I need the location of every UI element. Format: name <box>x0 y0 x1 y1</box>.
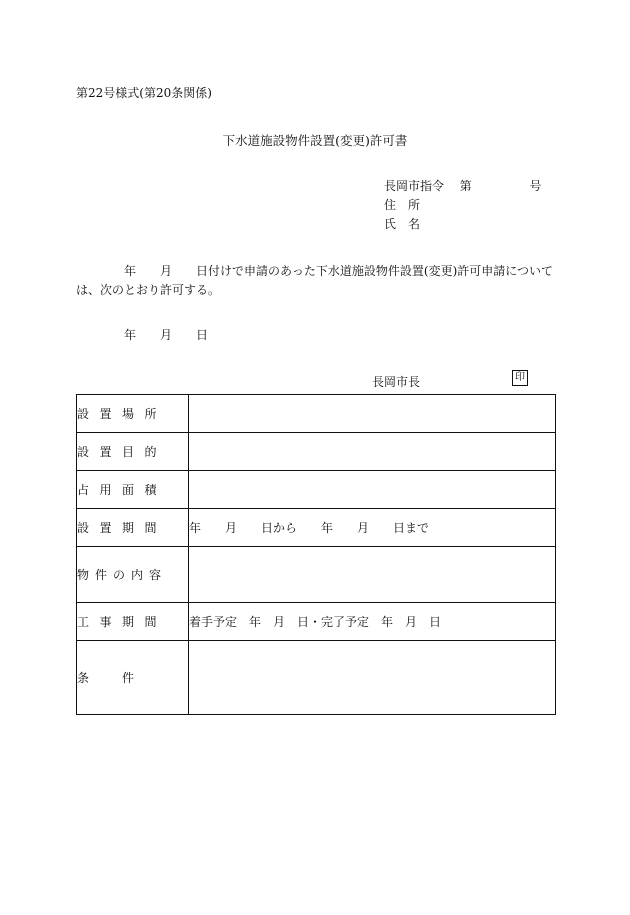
seal-mark: 印 <box>512 370 528 386</box>
table-row <box>77 509 556 547</box>
table-row <box>77 602 556 640</box>
row-label-cell <box>77 547 189 602</box>
row-label-char: 置 <box>99 445 112 460</box>
row-label-char: 条 <box>77 670 90 685</box>
form-number: 第22号様式(第20条関係) <box>76 86 212 100</box>
row-label <box>77 519 167 536</box>
row-label-cell <box>77 471 189 509</box>
row-label-char: 容 <box>149 568 162 583</box>
table-row <box>77 640 556 714</box>
row-label-char: 工 <box>77 614 90 629</box>
row-label-char: 間 <box>144 521 157 536</box>
row-value-cell[interactable]: 年 月 日から 年 月 日まで <box>189 509 556 547</box>
row-label-char: 的 <box>144 445 157 460</box>
row-label-char: 設 <box>77 521 90 536</box>
row-value-cell[interactable] <box>189 395 556 433</box>
row-value-cell[interactable] <box>189 471 556 509</box>
row-label-char: 物 <box>77 568 90 583</box>
order-dai: 第 <box>459 179 472 193</box>
row-label-char: 件 <box>95 568 108 583</box>
order-number-line <box>384 177 541 194</box>
table-row <box>77 395 556 433</box>
address-label: 住 所 <box>384 198 421 212</box>
row-label-char: 期 <box>122 614 135 629</box>
row-value-cell[interactable]: 着手予定 年 月 日・完了予定 年 月 日 <box>189 602 556 640</box>
issue-date: 年 月 日 <box>124 328 209 342</box>
row-value-cell[interactable] <box>189 547 556 602</box>
row-label-cell <box>77 602 189 640</box>
row-label <box>77 405 167 422</box>
row-label-char: 面 <box>122 483 135 498</box>
row-label-cell <box>77 433 189 471</box>
row-label-cell <box>77 640 189 714</box>
table-row <box>77 547 556 602</box>
row-label-char: の <box>113 568 126 583</box>
row-label <box>77 613 167 630</box>
row-label-cell <box>77 395 189 433</box>
row-label-char: 所 <box>144 407 157 422</box>
row-value-cell[interactable] <box>189 433 556 471</box>
row-label-char: 場 <box>122 407 135 422</box>
mayor-title: 長岡市長 <box>372 375 421 389</box>
row-label-char: 内 <box>131 568 144 583</box>
row-label <box>77 443 167 460</box>
row-label <box>77 481 167 498</box>
row-label-char: 置 <box>99 521 112 536</box>
row-label-char: 設 <box>77 445 90 460</box>
row-label-char: 件 <box>122 670 135 685</box>
order-go: 号 <box>529 179 542 193</box>
row-label-char: 用 <box>99 483 112 498</box>
row-label-char: 積 <box>144 483 157 498</box>
row-label-char: 間 <box>144 614 157 629</box>
row-label-char: 期 <box>122 521 135 536</box>
permit-table <box>76 394 556 715</box>
document-title: 下水道施設物件設置(変更)許可書 <box>222 133 408 148</box>
row-label-char: 置 <box>99 407 112 422</box>
row-value-cell[interactable] <box>189 640 556 714</box>
row-label-cell <box>77 509 189 547</box>
row-label <box>77 566 167 583</box>
name-label: 氏 名 <box>384 217 421 231</box>
row-label-char: 事 <box>99 614 112 629</box>
row-label-char: 設 <box>77 407 90 422</box>
row-label-char: 占 <box>77 483 90 498</box>
permit-body-text: 年 月 日付けで申請のあった下水道施設物件設置(変更)許可申請については、次のとおり許可する。 <box>76 264 554 297</box>
table-row <box>77 433 556 471</box>
order-prefix: 長岡市指令 <box>384 179 445 193</box>
table-row <box>77 471 556 509</box>
row-label <box>77 669 167 686</box>
row-label-char: 目 <box>122 445 135 460</box>
